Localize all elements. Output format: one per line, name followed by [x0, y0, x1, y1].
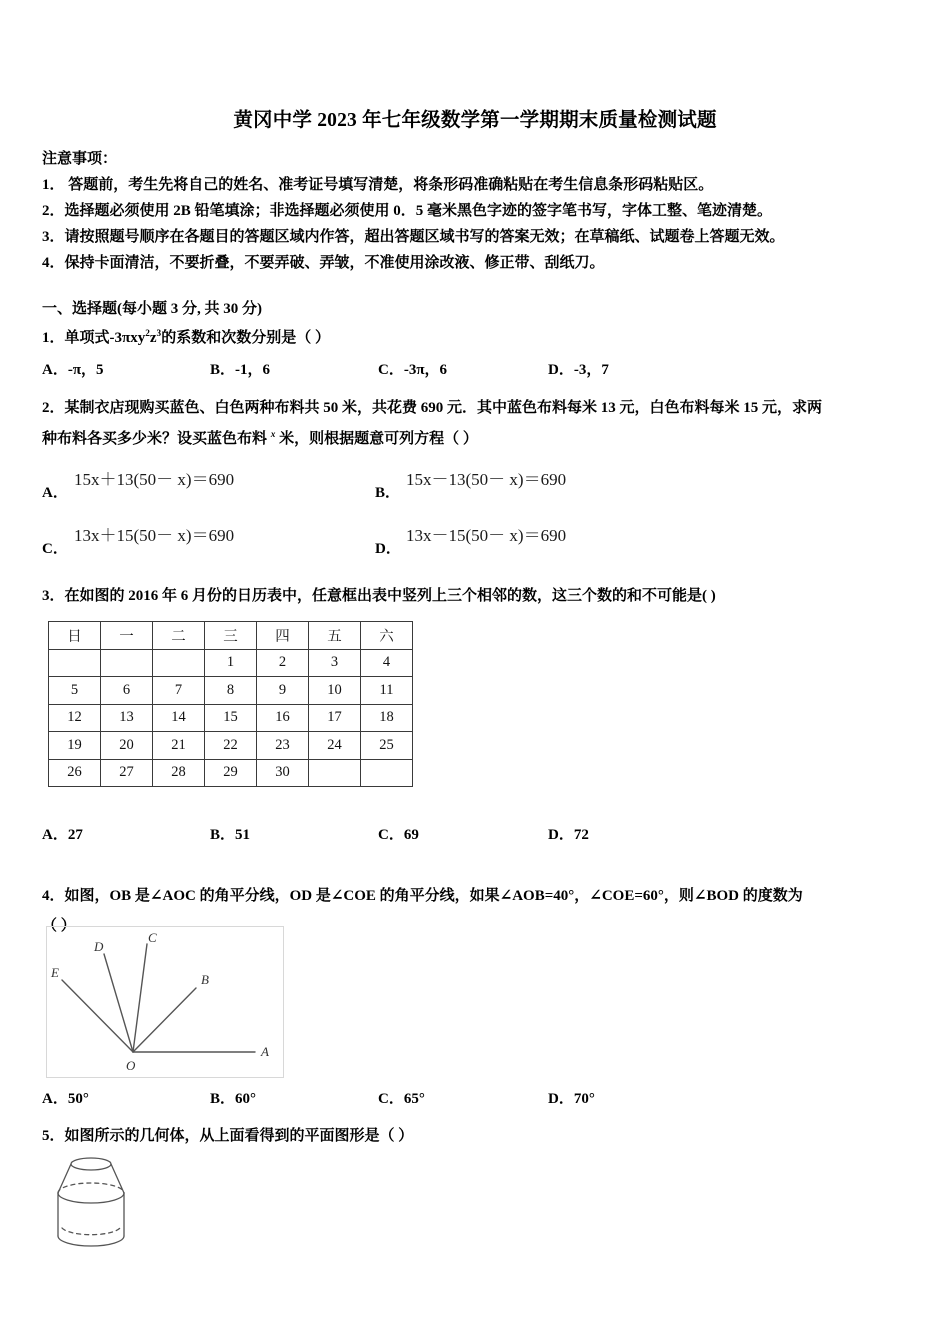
question-5-stem: 5．如图所示的几何体，从上面看得到的平面图形是（ ）: [42, 1128, 414, 1144]
option-label: B．: [210, 1091, 236, 1107]
option-label: A．: [42, 362, 68, 378]
question-3-stem: 3．在如图的 2016 年 6 月份的日历表中，任意框出表中竖列上三个相邻的数，这三个数的和不可能是( ): [42, 588, 716, 604]
figure-label-b: B: [201, 972, 209, 987]
option-text: -1，6: [235, 362, 271, 378]
question-2-option-b-label[interactable]: B．: [375, 485, 401, 501]
question-1-option-b[interactable]: [210, 358, 270, 379]
frustum-right-edge: [111, 1164, 124, 1193]
question-1-exponent-1: 2: [145, 329, 150, 339]
question-2-option-c-label[interactable]: C．: [42, 541, 68, 557]
question-2-variable: x: [270, 430, 276, 440]
cylinder-top-back-arc: [58, 1183, 124, 1193]
question-1-stem: [42, 326, 330, 347]
option-text: -π，5: [67, 362, 104, 378]
option-label: C．: [378, 362, 404, 378]
option-label: D．: [548, 362, 574, 378]
calendar-cell: 27: [101, 759, 153, 787]
calendar-cell: 21: [153, 732, 205, 760]
calendar-cell: 3: [309, 649, 361, 677]
calendar-cell: 4: [361, 649, 413, 677]
calendar-cell: 12: [49, 704, 101, 732]
calendar-cell: 14: [153, 704, 205, 732]
notice-item-1: 1． 答题前，考生先将自己的姓名、准考证号填写清楚，将条形码准确粘贴在考生信息条形码粘贴区。: [42, 177, 714, 193]
question-2-option-a-label[interactable]: A．: [42, 485, 68, 501]
frustum-left-edge: [58, 1164, 71, 1193]
question-2-option-b-equation[interactable]: 15x－13(50－ x)＝690: [406, 470, 567, 489]
question-2-stem-line-2-b: 米，则根据题意可列方程（ ）: [275, 431, 478, 447]
calendar-cell: [361, 759, 413, 787]
calendar-header-cell: 一: [101, 622, 153, 650]
option-text: 69: [403, 827, 419, 843]
calendar-cell: 19: [49, 732, 101, 760]
calendar-cell: 28: [153, 759, 205, 787]
calendar-row: [49, 704, 413, 732]
calendar-cell: 17: [309, 704, 361, 732]
option-text: 72: [573, 827, 589, 843]
notice-heading: 注意事项：: [42, 151, 118, 167]
question-4-angle-figure: [46, 926, 284, 1078]
calendar-cell: [49, 649, 101, 677]
calendar-cell: 20: [101, 732, 153, 760]
question-1-exponent-2: 3: [156, 329, 162, 339]
calendar-cell: 6: [101, 677, 153, 705]
page-title: 黄冈中学 2023 年七年级数学第一学期期末质量检测试题: [233, 110, 717, 131]
cylinder-bottom-front-arc: [58, 1236, 124, 1246]
option-text: 51: [235, 827, 251, 843]
cylinder-bottom-hidden-arc: [62, 1228, 120, 1235]
calendar-cell: [309, 759, 361, 787]
question-3-option-a[interactable]: [42, 823, 83, 844]
ray-oc: [133, 944, 147, 1052]
question-1-stem-prefix: 1．单项式-3πxy: [42, 330, 146, 346]
calendar-cell: [101, 649, 153, 677]
question-5-solid-figure: [46, 1148, 166, 1266]
question-4-stem-line-2: （ ）: [42, 918, 76, 934]
option-text: -3π，6: [403, 362, 448, 378]
calendar-cell: 9: [257, 677, 309, 705]
calendar-row: [49, 732, 413, 760]
question-4-option-d[interactable]: [548, 1087, 595, 1108]
question-4-stem-line-1: 4．如图，OB 是∠AOC 的角平分线，OD 是∠COE 的角平分线，如果∠AOB=40°，∠COE=60°，则∠BOD 的度数为: [42, 888, 803, 904]
calendar-header-cell: 日: [49, 622, 101, 650]
question-1-stem-suffix: 的系数和次数分别是（ ）: [161, 330, 330, 346]
calendar-cell: 11: [361, 677, 413, 705]
question-2-option-c-equation[interactable]: 13x＋15(50－ x)＝690: [74, 526, 235, 545]
question-1-stem-mid: z: [149, 330, 157, 346]
question-2-stem-line-2-a: 种布料各买多少米？设买蓝色布料: [42, 431, 271, 447]
calendar-cell: 13: [101, 704, 153, 732]
question-2-option-a-equation[interactable]: 15x＋13(50－ x)＝690: [74, 470, 235, 489]
option-label: A．: [42, 827, 68, 843]
option-label: B．: [210, 827, 236, 843]
calendar-cell: 1: [205, 649, 257, 677]
calendar-cell: 24: [309, 732, 361, 760]
question-3-option-c[interactable]: [378, 823, 419, 844]
notice-item-4: 4．保持卡面清洁，不要折叠，不要弄破、弄皱，不准使用涂改液、修正带、刮纸刀。: [42, 255, 605, 271]
figure-label-c: C: [148, 930, 157, 945]
calendar-cell: 7: [153, 677, 205, 705]
calendar-cell: 5: [49, 677, 101, 705]
question-2-stem-line-1: 2．某制衣店现购买蓝色、白色两种布料共 50 米，共花费 690 元．其中蓝色布料每米 13 元，白色布料每米 15 元，求两: [42, 400, 823, 416]
option-label: D．: [548, 1091, 574, 1107]
figure-label-d: D: [94, 939, 104, 954]
option-text: 60°: [235, 1091, 257, 1107]
calendar-cell: 16: [257, 704, 309, 732]
calendar-header-cell: 六: [361, 622, 413, 650]
calendar-header-cell: 五: [309, 622, 361, 650]
option-label: C．: [378, 1091, 404, 1107]
question-1-option-a[interactable]: [42, 358, 104, 379]
option-label: A．: [42, 1091, 68, 1107]
calendar-cell: 18: [361, 704, 413, 732]
calendar-row: [49, 649, 413, 677]
figure-label-e: E: [51, 965, 59, 980]
option-text: 70°: [573, 1091, 595, 1107]
question-4-option-c[interactable]: [378, 1087, 425, 1108]
figure-label-o: O: [126, 1058, 136, 1073]
question-4-option-b[interactable]: [210, 1087, 256, 1108]
figure-label-a: A: [261, 1044, 269, 1059]
question-1-option-d[interactable]: [548, 358, 609, 379]
option-text: -3，7: [573, 362, 609, 378]
question-2-stem-line-2: [42, 427, 478, 448]
option-text: 27: [67, 827, 83, 843]
question-1-option-c[interactable]: [378, 358, 447, 379]
calendar-header-cell: 二: [153, 622, 205, 650]
calendar-cell: 26: [49, 759, 101, 787]
option-label: B．: [210, 362, 236, 378]
calendar-cell: 22: [205, 732, 257, 760]
calendar-header-row: [49, 622, 413, 650]
calendar-header-cell: 三: [205, 622, 257, 650]
calendar-table: [48, 621, 413, 787]
calendar-cell: 8: [205, 677, 257, 705]
calendar-header-cell: 四: [257, 622, 309, 650]
question-2-option-d-label[interactable]: D．: [375, 541, 401, 557]
question-3-option-d[interactable]: [548, 823, 589, 844]
frustum-top-ellipse: [71, 1158, 111, 1170]
calendar-cell: 25: [361, 732, 413, 760]
figure-border: [47, 927, 284, 1078]
option-text: 50°: [67, 1091, 89, 1107]
section-heading-choice: 一、选择题(每小题 3 分, 共 30 分): [42, 301, 262, 317]
calendar-cell: 23: [257, 732, 309, 760]
question-2-option-d-equation[interactable]: 13x－15(50－ x)＝690: [406, 526, 567, 545]
notice-item-3: 3．请按照题号顺序在各题目的答题区域内作答，超出答题区域书写的答案无效；在草稿纸、试题卷上答题无效。: [42, 229, 785, 245]
calendar-cell: 10: [309, 677, 361, 705]
ray-ob: [133, 988, 196, 1052]
cylinder-top-front-arc: [58, 1193, 124, 1203]
option-label: D．: [548, 827, 574, 843]
calendar-cell: 30: [257, 759, 309, 787]
calendar-cell: 15: [205, 704, 257, 732]
notice-item-2: 2．选择题必须使用 2B 铅笔填涂；非选择题必须使用 0．5 毫米黑色字迹的签字笔书写，字体工整、笔迹清楚。: [42, 203, 773, 219]
calendar-row: [49, 677, 413, 705]
calendar-cell: [153, 649, 205, 677]
option-label: C．: [378, 827, 404, 843]
question-3-option-b[interactable]: [210, 823, 250, 844]
calendar-row: [49, 759, 413, 787]
calendar-cell: 29: [205, 759, 257, 787]
calendar-cell: 2: [257, 649, 309, 677]
option-text: 65°: [403, 1091, 425, 1107]
question-4-option-a[interactable]: [42, 1087, 89, 1108]
